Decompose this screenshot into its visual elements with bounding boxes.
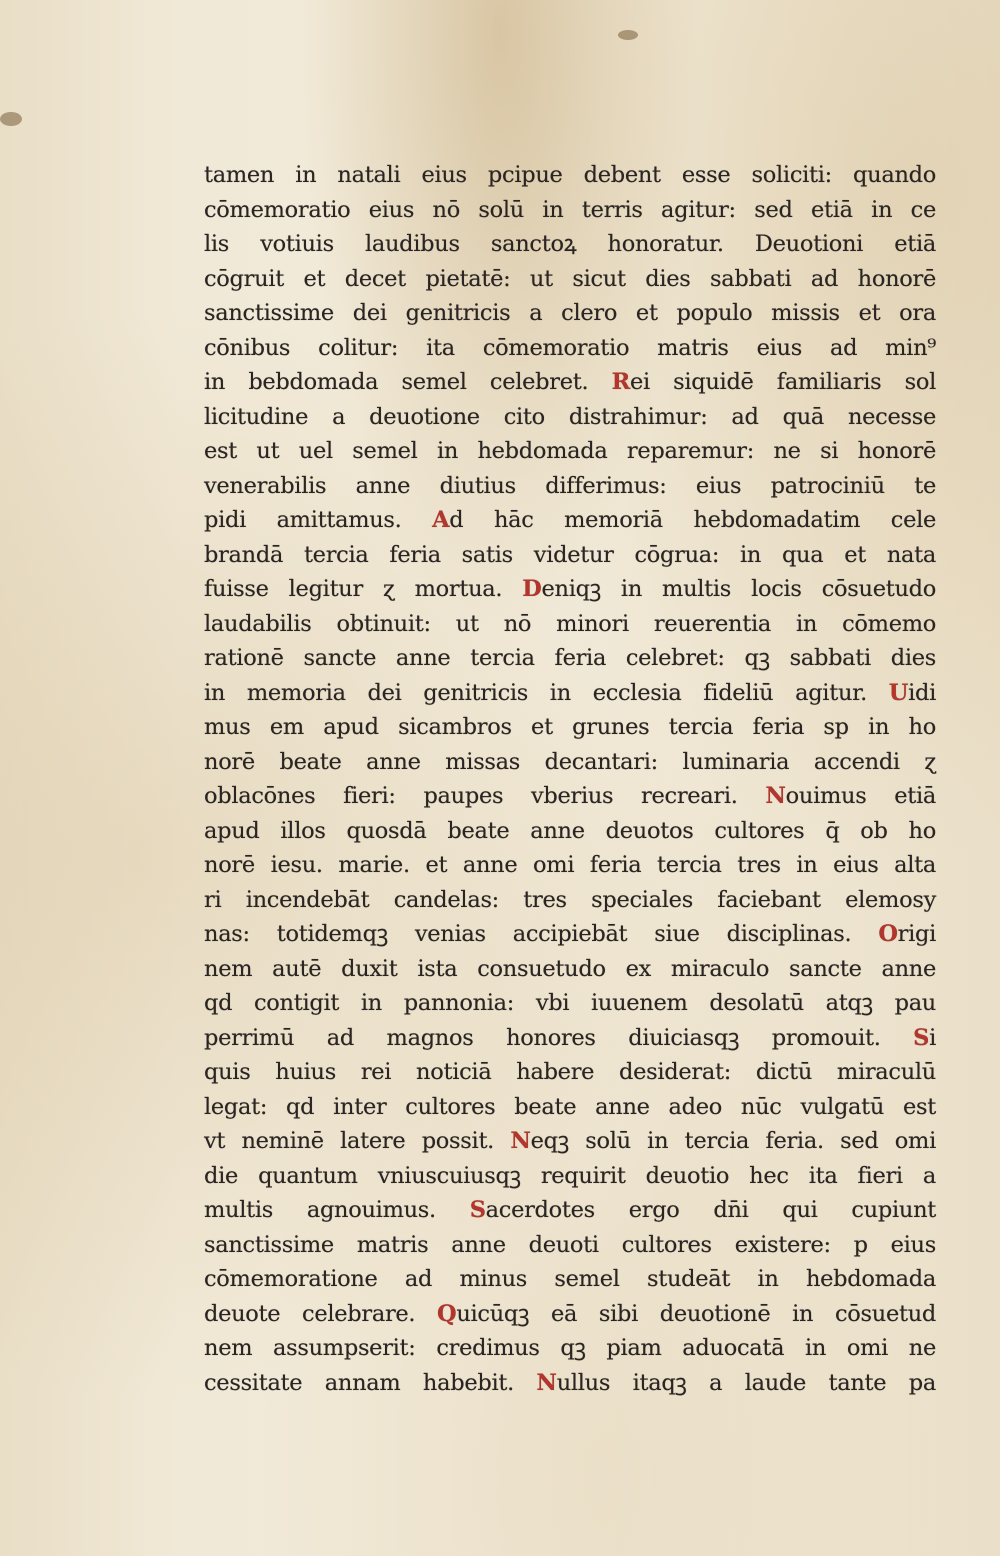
- line-text: eqꝫ solū in tercia feria. sed omi: [530, 1128, 936, 1154]
- text-line: [204, 1090, 936, 1125]
- line-text: qd contigit in pannonia: vbi iuuenem desolatū atqꝫ pau: [204, 990, 936, 1016]
- text-line: [204, 572, 936, 607]
- text-line: [204, 365, 936, 400]
- text-line: [204, 1262, 936, 1297]
- line-text: laudabilis obtinuit: ut nō minori reuerentia in cōmemo: [204, 610, 936, 637]
- text-line: [204, 1228, 936, 1263]
- line-text: acerdotes ergo dn̄i qui cupiunt: [485, 1197, 937, 1223]
- text-line: [204, 538, 936, 573]
- text-line: [204, 1124, 936, 1159]
- text-line: [204, 331, 936, 366]
- line-text: cōnibus colitur: ita cōmemoratio matris eius ad min⁹: [204, 334, 936, 361]
- text-line: [204, 986, 936, 1021]
- paper-stain: [618, 30, 638, 40]
- line-text: legat: qd inter cultores beate anne adeo nūc vulgatū est: [204, 1093, 936, 1120]
- rubricated-initial: N: [510, 1128, 531, 1154]
- text-line: [204, 1159, 936, 1194]
- line-text: i: [929, 1024, 936, 1051]
- text-line: [204, 1193, 936, 1228]
- line-text: ullus itaqꝫ a laude tante pa: [556, 1369, 936, 1396]
- line-text: est ut uel semel in hebdomada reparemur: ne si honorē: [204, 438, 936, 464]
- line-text: perrimū ad magnos honores diuiciasqꝫ promouit.: [204, 1024, 914, 1051]
- line-text: oblacōnes fieri: paupes vberius recreari.: [204, 783, 766, 809]
- text-line: [204, 1366, 936, 1401]
- text-line: [204, 848, 936, 883]
- text-line: [204, 710, 936, 745]
- text-line: [204, 227, 936, 262]
- text-line: [204, 1055, 936, 1090]
- line-text: cōmemoratione ad minus semel studeāt in hebdomada: [204, 1266, 936, 1292]
- text-line: [204, 952, 936, 987]
- rubricated-initial: U: [888, 679, 909, 706]
- line-text: rigi: [897, 921, 936, 947]
- text-line: [204, 814, 936, 849]
- line-text: nem assumpserit: credimus qꝫ piam aduocatā in omi ne: [204, 1335, 936, 1361]
- rubricated-initial: R: [611, 369, 630, 395]
- line-text: die quantum vniuscuiusqꝫ requirit deuotio hec ita fieri a: [204, 1162, 936, 1189]
- text-line: [204, 469, 936, 504]
- line-text: quis huius rei noticiā habere desiderat: dictū miraculū: [204, 1059, 936, 1085]
- line-text: apud illos quosdā beate anne deuotos cultores q̄ ob ho: [204, 817, 936, 844]
- line-text: multis agnouimus.: [204, 1197, 470, 1223]
- line-text: eniqꝫ in multis locis cōsuetudo: [541, 576, 936, 602]
- text-line: [204, 745, 936, 780]
- line-text: deuote celebrare.: [204, 1300, 438, 1327]
- text-line: [204, 262, 936, 297]
- text-line: [204, 158, 936, 193]
- text-line: [204, 503, 936, 538]
- line-text: vt neminē latere possit.: [204, 1128, 511, 1154]
- line-text: rationē sancte anne tercia feria celebret: qꝫ sabbati dies: [204, 645, 936, 671]
- text-line: [204, 676, 936, 711]
- rubricated-initial: N: [765, 783, 786, 809]
- rubricated-initial: Q: [437, 1300, 457, 1327]
- line-text: idi: [908, 679, 936, 706]
- text-line: [204, 400, 936, 435]
- line-text: cōgruit et decet pietatē: ut sicut dies sabbati ad honorē: [204, 265, 936, 292]
- line-text: ei siquidē familiaris sol: [629, 369, 936, 395]
- text-line: [204, 434, 936, 469]
- line-text: licitudine a deuotione cito distrahimur: ad quā necesse: [204, 403, 936, 430]
- line-text: norē iesu. marie. et anne omi feria tercia tres in eius alta: [204, 852, 936, 878]
- line-text: sanctissime dei genitricis a clero et populo missis et ora: [204, 300, 936, 326]
- text-line: [204, 607, 936, 642]
- line-text: cessitate annam habebit.: [204, 1369, 537, 1396]
- text-line: [204, 641, 936, 676]
- line-text: nem autē duxit ista consuetudo ex miraculo sancte anne: [204, 955, 936, 982]
- line-text: venerabilis anne diutius differimus: eius patrociniū te: [204, 472, 936, 499]
- text-block: [204, 158, 936, 1400]
- line-text: ri incendebāt candelas: tres speciales faciebant elemosy: [204, 886, 936, 913]
- line-text: d hāc memoriā hebdomadatim cele: [449, 507, 936, 533]
- rubricated-initial: A: [432, 507, 450, 533]
- text-line: [204, 1297, 936, 1332]
- rubricated-initial: N: [536, 1369, 557, 1396]
- line-text: uicūqꝫ eā sibi deuotionē in cōsuetud: [456, 1300, 936, 1327]
- paper-stain: [0, 112, 22, 126]
- text-line: [204, 779, 936, 814]
- line-text: mus em apud sicambros et grunes tercia feria sp in ho: [204, 714, 936, 740]
- line-text: tamen in natali eius pcipue debent esse soliciti: quando: [204, 162, 936, 188]
- rubricated-initial: S: [469, 1197, 486, 1223]
- text-line: [204, 193, 936, 228]
- line-text: brandā tercia feria satis videtur cōgrua: in qua et nata: [204, 541, 936, 568]
- line-text: ouimus etiā: [785, 783, 936, 809]
- line-text: fuisse legitur ɀ mortua.: [204, 576, 523, 602]
- line-text: in bebdomada semel celebret.: [204, 369, 612, 395]
- text-line: [204, 296, 936, 331]
- line-text: nas: totidemqꝫ venias accipiebāt siue disciplinas.: [204, 921, 879, 947]
- line-text: sanctissime matris anne deuoti cultores existere: p eius: [204, 1231, 936, 1258]
- line-text: lis votiuis laudibus sanctoꝝ honoratur. Deuotioni etiā: [204, 231, 936, 257]
- line-text: pidi amittamus.: [204, 507, 433, 533]
- rubricated-initial: S: [913, 1024, 930, 1051]
- line-text: in memoria dei genitricis in ecclesia fideliū agitur.: [204, 679, 889, 706]
- text-line: [204, 917, 936, 952]
- text-line: [204, 1021, 936, 1056]
- text-line: [204, 1331, 936, 1366]
- rubricated-initial: O: [878, 921, 898, 947]
- rubricated-initial: D: [522, 576, 542, 602]
- text-line: [204, 883, 936, 918]
- line-text: cōmemoratio eius nō solū in terris agitur: sed etiā in ce: [204, 196, 936, 223]
- line-text: norē beate anne missas decantari: luminaria accendi ɀ: [204, 748, 936, 775]
